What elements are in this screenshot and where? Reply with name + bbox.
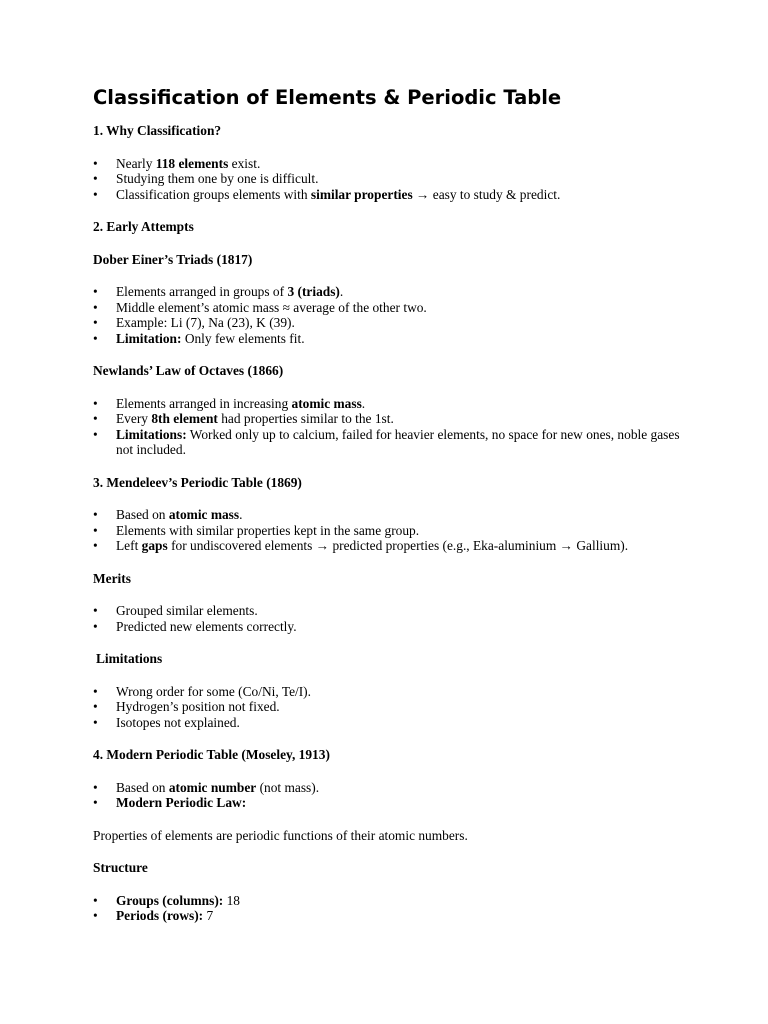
- text: for undiscovered elements → predicted properties (e.g., Eka-aluminium → Gallium).: [167, 538, 629, 553]
- bold-text: 118 elements: [155, 155, 229, 171]
- list-item: [93, 331, 693, 347]
- bold-text: Groups (columns):: [116, 892, 224, 908]
- list-item: [93, 507, 693, 523]
- list-item: [93, 893, 693, 909]
- document-page: [93, 86, 693, 941]
- text: Elements arranged in increasing: [116, 395, 292, 411]
- list-item: • Example: Li (7), Na (23), K (39).: [93, 315, 693, 331]
- list-item: • Isotopes not explained.: [93, 715, 693, 731]
- bold-text: Periods (rows):: [116, 908, 204, 923]
- list-item: [93, 538, 693, 554]
- text: Worked only up to calcium, failed for heavier elements, no space for new ones, noble gases not included.: [116, 426, 680, 457]
- list-item: [93, 284, 693, 300]
- list-item: [93, 156, 693, 172]
- list-item: [93, 427, 693, 458]
- document-title: Classification of Elements & Periodic Table: [93, 86, 562, 109]
- list-item: • Hydrogen’s position not fixed.: [93, 699, 693, 715]
- text: (not mass).: [256, 779, 320, 795]
- mendeleev-list: [93, 507, 693, 554]
- bold-text: atomic mass: [291, 395, 362, 411]
- subheading-octaves: Newlands’ Law of Octaves (1866): [93, 363, 284, 378]
- list-item: [93, 411, 693, 427]
- section-heading-early-attempts: 2. Early Attempts: [93, 219, 194, 234]
- bold-text: 3 (triads): [287, 284, 340, 299]
- bold-text: Modern Periodic Law:: [116, 795, 247, 810]
- bold-text: atomic mass: [168, 507, 240, 522]
- text: Based on: [116, 779, 169, 795]
- list-item: [93, 908, 693, 924]
- section-heading-mendeleev: 3. Mendeleev’s Periodic Table (1869): [93, 474, 302, 490]
- text: 7: [203, 908, 214, 923]
- text: Based on: [116, 507, 169, 522]
- bold-text: 8th element: [151, 411, 218, 426]
- bold-text: Limitation:: [116, 330, 182, 346]
- text: 18: [223, 892, 241, 908]
- text: .: [339, 284, 344, 299]
- bold-text: gaps: [141, 538, 168, 553]
- list-item: • Middle element’s atomic mass ≈ average of the other two.: [93, 300, 693, 316]
- list-item: • Studying them one by one is difficult.: [93, 171, 693, 187]
- triads-list: [93, 284, 693, 346]
- modern-list: [93, 780, 693, 811]
- list-item: • Elements with similar properties kept in the same group.: [93, 523, 693, 539]
- bold-text: similar properties: [310, 186, 413, 202]
- list-item: • Wrong order for some (Co/Ni, Te/I).: [93, 684, 693, 700]
- text: Every: [116, 411, 152, 426]
- section-heading-why-classification: 1. Why Classification?: [93, 123, 222, 138]
- section-heading-modern: 4. Modern Periodic Table (Moseley, 1913): [93, 747, 330, 762]
- text: Classification groups elements with: [116, 186, 311, 202]
- list-item: [93, 795, 693, 811]
- octaves-list: [93, 396, 693, 458]
- text: .: [239, 507, 243, 522]
- text: → easy to study & predict.: [412, 186, 561, 202]
- bold-text: Limitations:: [116, 426, 187, 442]
- structure-list: [93, 893, 693, 924]
- list-item: • Predicted new elements correctly.: [93, 619, 693, 635]
- limitations-list: [93, 684, 693, 731]
- periodic-law-text: Properties of elements are periodic functions of their atomic numbers.: [93, 827, 468, 843]
- subheading-merits: Merits: [93, 570, 131, 586]
- list-item: [93, 187, 693, 203]
- merits-list: [93, 603, 693, 634]
- subheading-limitations: Limitations: [96, 651, 163, 666]
- list-item: • Grouped similar elements.: [93, 603, 693, 619]
- list-item: [93, 396, 693, 412]
- why-classification-list: [93, 156, 693, 203]
- text: .: [361, 395, 366, 411]
- text: exist.: [228, 155, 261, 171]
- subheading-structure: Structure: [93, 860, 148, 875]
- text: Nearly: [116, 155, 156, 171]
- bold-text: atomic number: [168, 779, 257, 795]
- text: had properties similar to the 1st.: [217, 411, 394, 426]
- text: Elements arranged in groups of: [116, 284, 288, 299]
- text: Left: [116, 538, 142, 553]
- text: Only few elements fit.: [181, 330, 305, 346]
- subheading-triads: Dober Einer’s Triads (1817): [93, 251, 253, 267]
- list-item: [93, 780, 693, 796]
